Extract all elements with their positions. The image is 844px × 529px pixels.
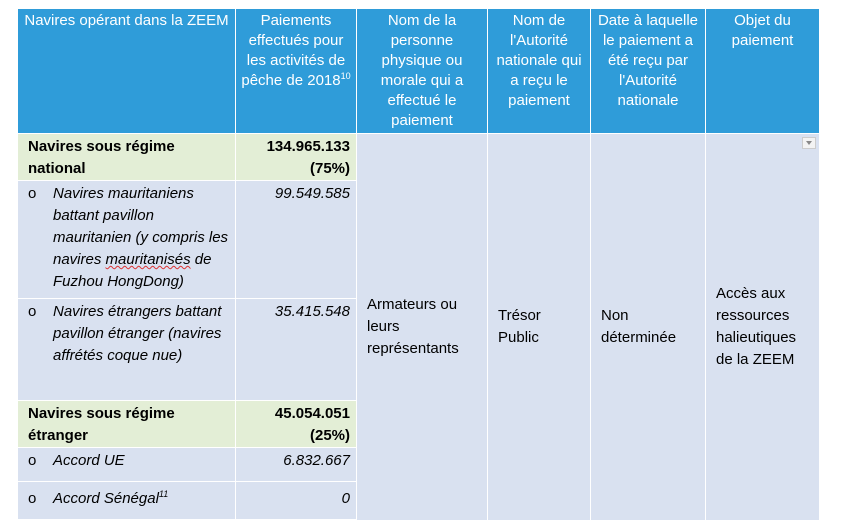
purpose-cell: Accès aux ressources halieutiques de la ZEEM <box>706 134 820 521</box>
item-label-cell <box>18 482 236 520</box>
item-label: Accord UE <box>53 452 125 469</box>
bullet: o <box>28 185 37 202</box>
item-label-cell <box>18 448 236 482</box>
header-date: Date à laquelle le paiement a été reçu par l'Autorité nationale <box>591 9 706 134</box>
item-amount: 99.549.585 <box>236 181 357 299</box>
bullet: o <box>28 303 37 320</box>
bullet: o <box>28 490 37 507</box>
item-label-cell <box>18 299 236 401</box>
payments-table <box>17 8 820 521</box>
authority-cell: Trésor Public <box>488 134 591 521</box>
item-amount: 6.832.667 <box>236 448 357 482</box>
header-row <box>18 9 820 134</box>
group-label: Navires sous régime national <box>18 134 236 181</box>
item-amount: 35.415.548 <box>236 299 357 401</box>
group-label: Navires sous régime étranger <box>18 401 236 448</box>
header-payments: Paiements effectués pour les activités de pêche de 2018$^{10}$ <box>236 9 357 134</box>
item-label: Navires étrangers battant pavillon étranger (navires affrétés coque nue) <box>53 303 222 364</box>
group-amount: 45.054.051 (25%) <box>236 401 357 448</box>
dropdown-arrow-icon[interactable] <box>802 137 816 149</box>
item-label: Accord Sénégal$^{11}$ <box>53 489 169 507</box>
header-purpose: Objet du paiement <box>706 9 820 134</box>
group-amount: 134.965.133 (75%) <box>236 134 357 181</box>
header-vessels: Navires opérant dans la ZEEM <box>18 9 236 134</box>
item-label-cell <box>18 181 236 299</box>
item-amount: 0 <box>236 482 357 520</box>
group-row-national <box>18 134 820 181</box>
bullet: o <box>28 452 37 469</box>
header-payer: Nom de la personne physique ou morale qui a effectué le paiement <box>357 9 488 134</box>
date-cell: Non déterminée <box>591 134 706 521</box>
header-authority: Nom de l'Autorité nationale qui a reçu le paiement <box>488 9 591 134</box>
item-label: Navires mauritaniens battant pavillon mauritanien (y compris les navires mauritanisés de Fuzhou HongDong) <box>53 185 229 290</box>
payer-cell: Armateurs ou leurs représentants <box>357 134 488 521</box>
